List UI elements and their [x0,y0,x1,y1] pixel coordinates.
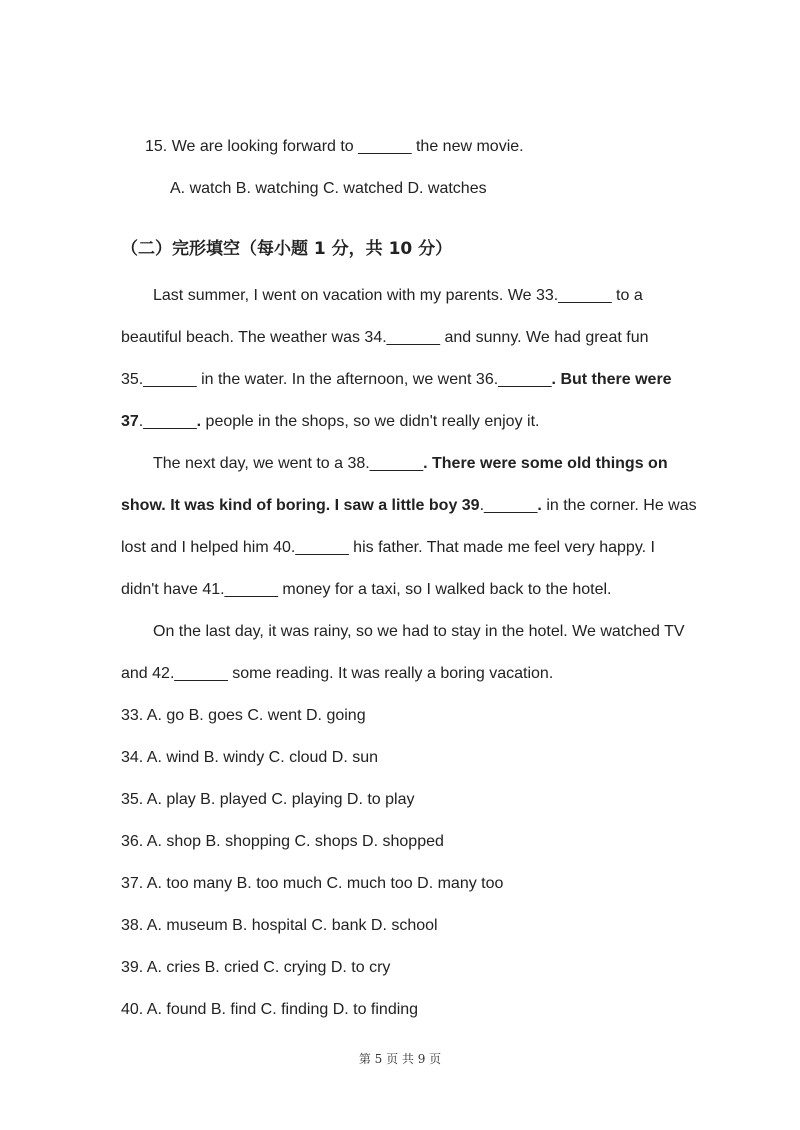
passage-line: On the last day, it was rainy, so we had to stay in the hotel. We watched TV [153,623,685,640]
passage-line: lost and I helped him 40.______ his father. That made me feel very happy. I [121,539,655,556]
passage-text: .______ [479,497,538,514]
passage-bold-text: . There were some old things on [423,455,668,472]
passage-text: in the corner. He was [541,497,697,514]
passage-text: 35.______ in the water. In the afternoon, we went 36.______ [121,371,552,388]
passage-bold-text: 37 [121,413,139,430]
passage-bold-text: . But there were [551,371,672,388]
option-line: 36. A. shop B. shopping C. shops D. shopped [121,833,444,850]
passage-bold-text: show. It was kind of boring. I saw a little boy 39 [121,497,480,514]
page-footer: 第 5 页 共 9 页 [358,1052,442,1066]
passage-line: and 42.______ some reading. It was really a boring vacation. [121,665,554,682]
option-line: 34. A. wind B. windy C. cloud D. sun [121,749,379,766]
passage-line: didn't have 41.______ money for a taxi, so I walked back to the hotel. [121,581,612,598]
option-line: 33. A. go B. goes C. went D. going [121,707,366,724]
passage-text: .______ [138,413,197,430]
option-line: 40. A. found B. find C. finding D. to finding [121,1001,419,1018]
passage-line [121,496,697,516]
passage-text: The next day, we went to a 38.______ [153,455,424,472]
question-15-options: A. watch B. watching C. watched D. watches [170,180,487,197]
passage-text: people in the shops, so we didn't really enjoy it. [201,413,540,430]
passage-bold-text: . [537,497,542,514]
passage-line [121,412,539,432]
section-heading: （二）完形填空（每小题 1 分，共 10 分） [121,239,453,259]
option-line: 35. A. play B. played C. playing D. to play [121,791,415,808]
passage-line [153,454,668,474]
passage-line: beautiful beach. The weather was 34.______ and sunny. We had great fun [121,329,649,346]
question-15-text: 15. We are looking forward to ______ the new movie. [145,138,524,155]
passage-bold-text: . [196,413,202,430]
option-line: 38. A. museum B. hospital C. bank D. school [121,917,438,934]
passage-line: Last summer, I went on vacation with my parents. We 33.______ to a [153,287,643,304]
option-line: 37. A. too many B. too much C. much too D. many too [121,875,504,892]
passage-line [121,370,672,390]
option-line: 39. A. cries B. cried C. crying D. to cry [121,959,391,976]
